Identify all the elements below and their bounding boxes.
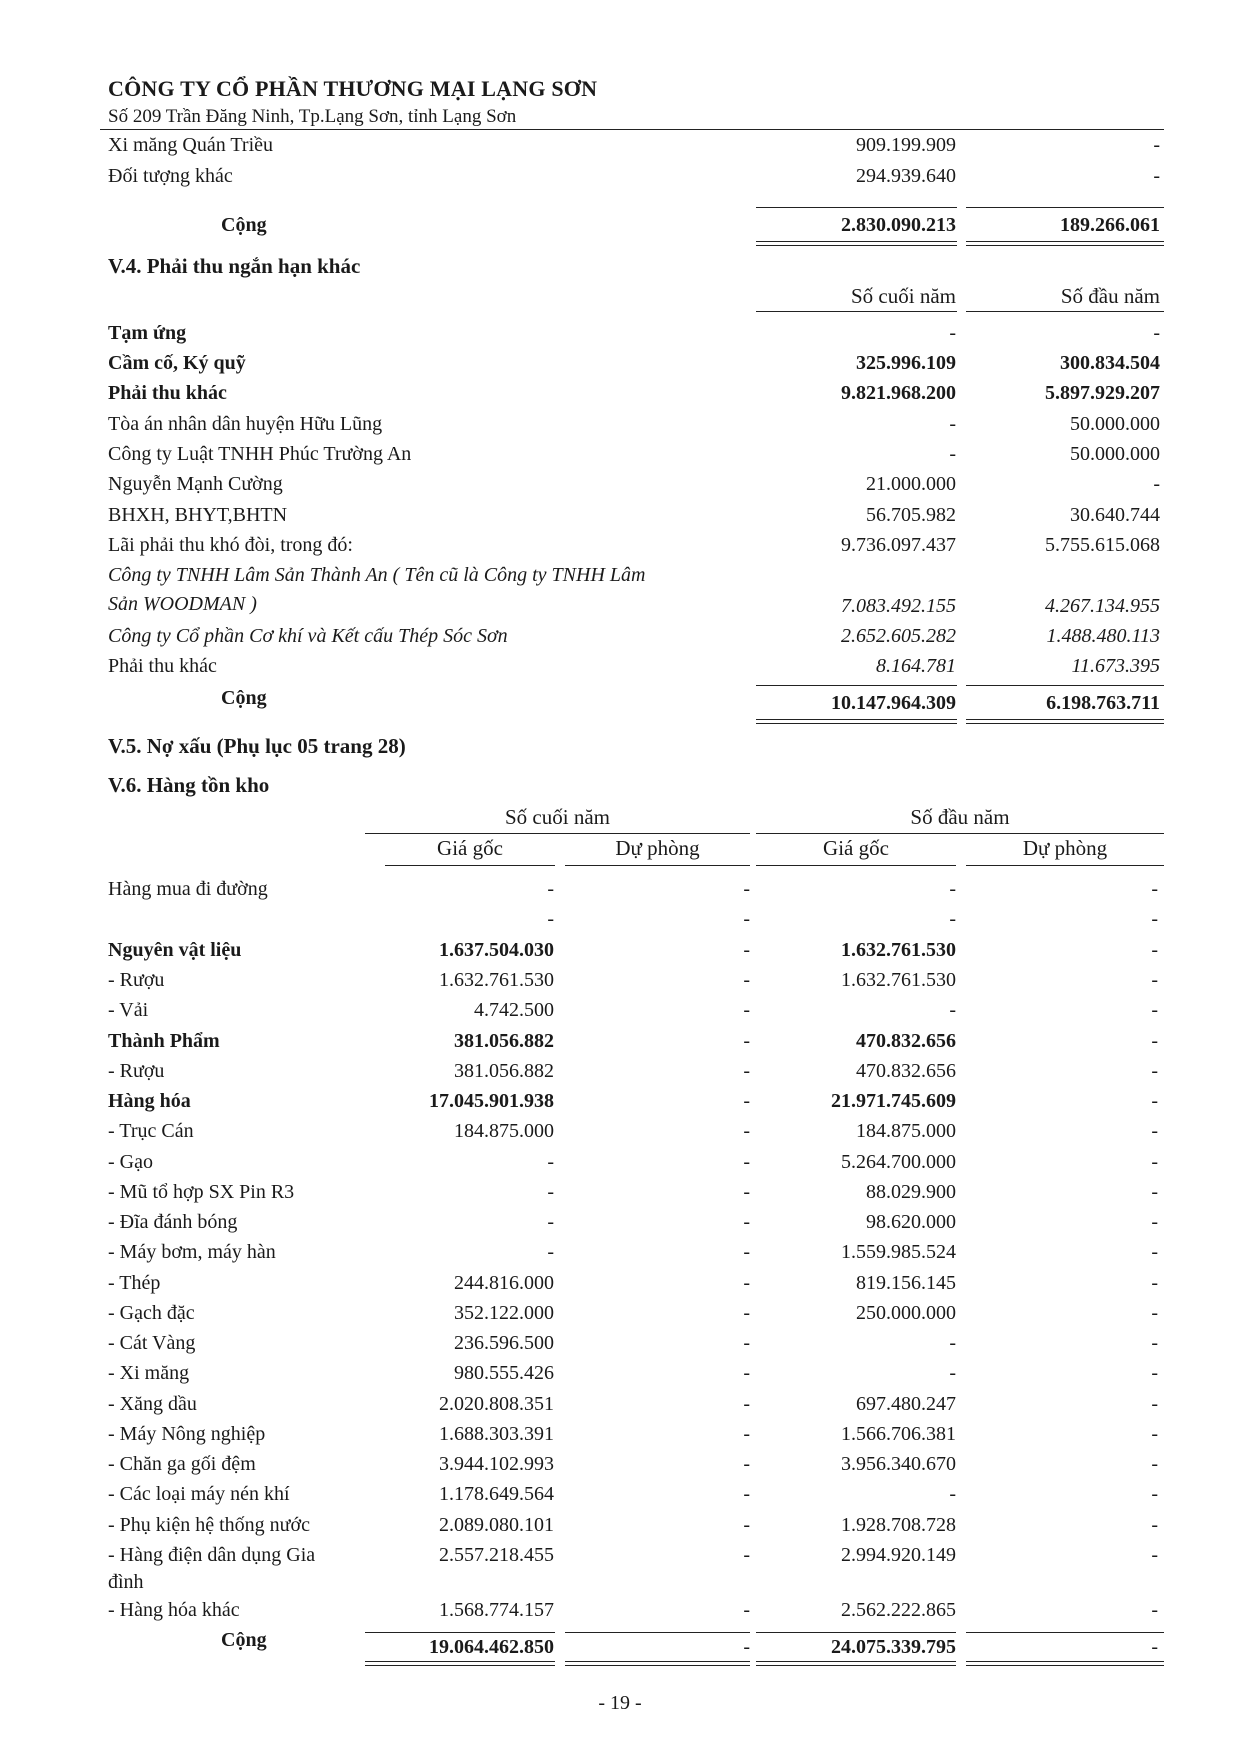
v3-row-end: 294.939.640	[856, 165, 956, 187]
v6-row-e-prov: -	[743, 1241, 750, 1263]
v6-row-label: - Thép	[108, 1272, 161, 1294]
v6-row-b-cost: -	[949, 1362, 956, 1384]
v6-row-b-prov: -	[1151, 969, 1158, 991]
v6-row-e-prov: -	[743, 1393, 750, 1415]
v6-row-e-prov: -	[743, 999, 750, 1021]
v6-row-e-prov: -	[743, 1362, 750, 1384]
v6-row-label: - Xăng dầu	[108, 1393, 197, 1415]
v4-row-label: Phải thu khác	[108, 655, 217, 677]
v6-row-e-cost: -	[547, 878, 554, 900]
v4-row-end: 2.652.605.282	[841, 625, 956, 647]
page-number: - 19 -	[598, 1692, 642, 1714]
v3-row-end: 909.199.909	[856, 134, 956, 156]
v6-row-b-prov: -	[1151, 1514, 1158, 1536]
v6-total-label: Cộng	[221, 1629, 267, 1651]
v6-row-e-prov: -	[743, 908, 750, 930]
v6-row-b-cost: 1.566.706.381	[841, 1423, 956, 1445]
v6-total-rule-bottom	[365, 1661, 555, 1666]
v3-total-label: Cộng	[221, 214, 267, 236]
v6-row-b-cost: 98.620.000	[866, 1211, 956, 1233]
v5-title: V.5. Nợ xấu (Phụ lục 05 trang 28)	[108, 734, 406, 758]
v4-total-rule-bottom	[756, 719, 957, 724]
v6-row-b-cost: -	[949, 999, 956, 1021]
v6-row-b-cost: -	[949, 908, 956, 930]
v6-row-label: - Các loại máy nén khí	[108, 1483, 290, 1505]
v6-row-e-cost: 980.555.426	[454, 1362, 554, 1384]
v4-row-end: 21.000.000	[866, 473, 956, 495]
v6-row-b-prov: -	[1151, 878, 1158, 900]
v6-row-e-prov: -	[743, 1030, 750, 1052]
v6-row-e-cost: 381.056.882	[454, 1060, 554, 1082]
company-address: Số 209 Trần Đăng Ninh, Tp.Lạng Sơn, tỉnh Lạng Sơn	[108, 106, 517, 127]
v6-row-b-cost: -	[949, 1332, 956, 1354]
v6-group-begin: Số đầu năm	[910, 805, 1010, 829]
v4-row-label: Công ty Cổ phần Cơ khí và Kết cấu Thép Sóc Sơn	[108, 625, 508, 647]
v4-total-begin: 6.198.763.711	[1046, 692, 1160, 714]
v6-row-b-prov: -	[1151, 1393, 1158, 1415]
v6-row-b-prov: -	[1151, 1211, 1158, 1233]
v6-row-b-prov: -	[1151, 1272, 1158, 1294]
v4-row-begin: 5.897.929.207	[1045, 382, 1160, 404]
v4-row-label: Phải thu khác	[108, 382, 227, 404]
v4-total-end: 10.147.964.309	[831, 692, 956, 714]
v6-row-b-prov: -	[1151, 1060, 1158, 1082]
v4-row-begin: -	[1153, 473, 1160, 495]
v6-row-e-cost: 381.056.882	[454, 1030, 554, 1052]
v6-row-e-prov: -	[743, 939, 750, 961]
v6-row-label: - Xi măng	[108, 1362, 190, 1384]
v6-row-b-prov: -	[1151, 1362, 1158, 1384]
v6-row-e-prov: -	[743, 1090, 750, 1112]
v6-sub-rule	[756, 865, 956, 866]
v4-row-label-cont: Sản WOODMAN )	[108, 593, 257, 615]
v6-row-label: - Chăn ga gối đệm	[108, 1453, 256, 1475]
v6-row-b-prov: -	[1151, 1151, 1158, 1173]
v4-row-begin: 1.488.480.113	[1046, 625, 1160, 647]
v4-row-begin: 50.000.000	[1070, 413, 1160, 435]
v6-row-b-prov: -	[1151, 939, 1158, 961]
v6-row-b-cost: 1.632.761.530	[841, 939, 956, 961]
v6-row-e-cost: 2.557.218.455	[439, 1544, 554, 1566]
v6-total-rule-top	[565, 1632, 750, 1633]
v3-row-label: Xi măng Quán Triều	[108, 134, 273, 156]
v6-row-label: - Gạo	[108, 1151, 153, 1173]
v6-row-e-prov: -	[743, 1211, 750, 1233]
v6-row-label: Thành Phẩm	[108, 1030, 220, 1052]
v6-row-e-prov: -	[743, 1599, 750, 1621]
v6-row-e-cost: 2.020.808.351	[439, 1393, 554, 1415]
v3-total-rule-bottom	[966, 241, 1164, 246]
v6-row-e-cost: 1.637.504.030	[439, 939, 554, 961]
v6-total-e-cost: 19.064.462.850	[429, 1636, 554, 1658]
v6-total-e-prov: -	[743, 1636, 750, 1658]
v6-row-b-cost: 250.000.000	[856, 1302, 956, 1324]
v6-row-label: - Cát Vàng	[108, 1332, 196, 1354]
v6-row-e-cost: 352.122.000	[454, 1302, 554, 1324]
v6-sub-cost-end: Giá gốc	[437, 836, 503, 860]
v6-row-label: Nguyên vật liệu	[108, 939, 242, 961]
v6-total-rule-top	[966, 1632, 1164, 1633]
v4-row-end: 56.705.982	[866, 504, 956, 526]
v6-row-e-cost: 17.045.901.938	[429, 1090, 554, 1112]
v6-row-e-cost: -	[547, 1181, 554, 1203]
v6-total-rule-top	[756, 1632, 956, 1633]
v6-row-b-cost: 2.562.222.865	[841, 1599, 956, 1621]
v6-row-label: - Gạch đặc	[108, 1302, 195, 1324]
v3-total-begin: 189.266.061	[1060, 214, 1160, 236]
v6-row-label: - Phụ kiện hệ thống nước	[108, 1514, 310, 1536]
v6-row-e-cost: 236.596.500	[454, 1332, 554, 1354]
v6-row-e-prov: -	[743, 1453, 750, 1475]
v3-row-begin: -	[1153, 134, 1160, 156]
v4-row-end: 9.736.097.437	[841, 534, 956, 556]
v6-row-e-prov: -	[743, 1272, 750, 1294]
v4-row-label: Tạm ứng	[108, 322, 187, 344]
v6-row-b-cost: 1.559.985.524	[841, 1241, 956, 1263]
v6-row-label: Hàng hóa	[108, 1090, 191, 1112]
v6-row-label: - Rượu	[108, 969, 165, 991]
v6-title: V.6. Hàng tồn kho	[108, 773, 270, 797]
v6-row-e-cost: 1.688.303.391	[439, 1423, 554, 1445]
v6-row-e-prov: -	[743, 969, 750, 991]
v6-row-b-cost: 470.832.656	[856, 1030, 956, 1052]
v6-row-label: - Máy Nông nghiệp	[108, 1423, 266, 1445]
v6-row-label: Hàng mua đi đường	[108, 878, 268, 900]
v6-row-label: - Hàng hóa khác	[108, 1599, 240, 1621]
v4-total-rule-top	[966, 685, 1164, 686]
v6-row-e-prov: -	[743, 1544, 750, 1566]
v4-row-begin: 11.673.395	[1071, 655, 1160, 677]
v6-row-e-prov: -	[743, 1151, 750, 1173]
header-rule	[100, 129, 1164, 130]
v6-row-label: - Trục Cán	[108, 1120, 194, 1142]
v6-sub-prov-end: Dự phòng	[615, 836, 700, 860]
v6-sub-rule	[565, 865, 750, 866]
v6-row-label: - Hàng điện dân dụng Gia	[108, 1544, 316, 1566]
v6-row-b-cost: 3.956.340.670	[841, 1453, 956, 1475]
v6-row-b-cost: 21.971.745.609	[831, 1090, 956, 1112]
v4-row-label: Nguyễn Mạnh Cường	[108, 473, 283, 495]
v6-row-label: - Vải	[108, 999, 149, 1021]
v6-row-b-cost: 184.875.000	[856, 1120, 956, 1142]
v6-row-b-prov: -	[1151, 999, 1158, 1021]
v6-sub-cost-begin: Giá gốc	[823, 836, 889, 860]
v4-row-label: BHXH, BHYT,BHTN	[108, 504, 288, 526]
v4-row-end: 325.996.109	[856, 352, 956, 374]
v6-row-e-cost: 1.632.761.530	[439, 969, 554, 991]
v6-row-b-prov: -	[1151, 1181, 1158, 1203]
v6-row-e-prov: -	[743, 1302, 750, 1324]
v4-title: V.4. Phải thu ngắn hạn khác	[108, 254, 361, 278]
v6-row-e-cost: 184.875.000	[454, 1120, 554, 1142]
v4-col-end: Số cuối năm	[851, 284, 956, 308]
v6-row-b-cost: 1.928.708.728	[841, 1514, 956, 1536]
v6-total-rule-bottom	[565, 1661, 750, 1666]
v4-row-label: Công ty Luật TNHH Phúc Trường An	[108, 443, 412, 465]
v6-group-rule	[365, 833, 750, 834]
v4-row-begin: 5.755.615.068	[1045, 534, 1160, 556]
v6-row-b-cost: -	[949, 1483, 956, 1505]
v6-row-b-cost: 1.632.761.530	[841, 969, 956, 991]
v6-sub-rule	[966, 865, 1164, 866]
v6-group-end: Số cuối năm	[505, 805, 610, 829]
v6-row-e-prov: -	[743, 1181, 750, 1203]
v6-row-label: - Mũ tổ hợp SX Pin R3	[108, 1181, 295, 1203]
v4-row-label: Công ty TNHH Lâm Sản Thành An ( Tên cũ là Công ty TNHH Lâm	[108, 564, 646, 586]
v4-row-end: -	[949, 413, 956, 435]
v4-row-begin: 30.640.744	[1070, 504, 1160, 526]
v6-row-e-cost: 244.816.000	[454, 1272, 554, 1294]
v6-row-label: - Máy bơm, máy hàn	[108, 1241, 276, 1263]
v6-row-b-prov: -	[1151, 1483, 1158, 1505]
v6-row-b-prov: -	[1151, 1241, 1158, 1263]
v6-row-e-prov: -	[743, 1514, 750, 1536]
v6-total-b-cost: 24.075.339.795	[831, 1636, 956, 1658]
v6-row-e-prov: -	[743, 1423, 750, 1445]
v4-row-label: Tòa án nhân dân huyện Hữu Lũng	[108, 413, 383, 435]
v4-col-begin: Số đầu năm	[1060, 284, 1160, 308]
v4-row-begin: 4.267.134.955	[1045, 595, 1160, 617]
company-name: CÔNG TY CỔ PHẦN THƯƠNG MẠI LẠNG SƠN	[108, 76, 598, 101]
v4-total-rule-top	[756, 685, 957, 686]
v4-total-label: Cộng	[221, 687, 267, 709]
v4-row-end: 8.164.781	[876, 655, 956, 677]
v4-row-end: -	[949, 322, 956, 344]
v6-row-b-cost: 819.156.145	[856, 1272, 956, 1294]
v6-row-b-prov: -	[1151, 1453, 1158, 1475]
v4-row-end: -	[949, 443, 956, 465]
v4-row-end: 7.083.492.155	[841, 595, 956, 617]
v3-row-label: Đối tượng khác	[108, 165, 233, 187]
v6-sub-prov-begin: Dự phòng	[1022, 836, 1108, 860]
v6-row-b-cost: -	[949, 878, 956, 900]
v6-row-e-cost: -	[547, 1211, 554, 1233]
v6-row-e-cost: 2.089.080.101	[439, 1514, 554, 1536]
v6-total-rule-bottom	[966, 1661, 1164, 1666]
v6-row-label: - Đĩa đánh bóng	[108, 1211, 238, 1233]
v4-row-end: 9.821.968.200	[841, 382, 956, 404]
v4-row-label: Cầm cố, Ký quỹ	[108, 352, 246, 374]
v6-row-b-cost: 470.832.656	[856, 1060, 956, 1082]
v6-row-e-prov: -	[743, 1060, 750, 1082]
v6-row-b-prov: -	[1151, 908, 1158, 930]
v6-row-b-prov: -	[1151, 1030, 1158, 1052]
v6-row-e-cost: 1.178.649.564	[439, 1483, 554, 1505]
v6-row-e-cost: -	[547, 908, 554, 930]
v3-total-rule-top	[966, 207, 1164, 208]
v6-row-b-prov: -	[1151, 1090, 1158, 1112]
v6-row-e-prov: -	[743, 1483, 750, 1505]
v6-row-b-prov: -	[1151, 1332, 1158, 1354]
v6-sub-rule	[385, 865, 555, 866]
v4-total-rule-bottom	[966, 719, 1164, 724]
v3-total-end: 2.830.090.213	[841, 214, 956, 236]
v6-row-b-prov: -	[1151, 1544, 1158, 1566]
v6-row-label: - Rượu	[108, 1060, 165, 1082]
v6-row-b-prov: -	[1151, 1599, 1158, 1621]
v4-row-label: Lãi phải thu khó đòi, trong đó:	[108, 534, 353, 556]
v6-row-label-cont: đình	[108, 1571, 144, 1593]
v6-row-e-prov: -	[743, 1120, 750, 1142]
v6-row-e-cost: -	[547, 1241, 554, 1263]
v4-col-rule	[756, 311, 957, 312]
v6-row-e-cost: 3.944.102.993	[439, 1453, 554, 1475]
v4-col-rule	[966, 311, 1164, 312]
v6-row-b-prov: -	[1151, 1120, 1158, 1142]
v6-group-rule	[756, 833, 1164, 834]
v6-row-e-prov: -	[743, 1332, 750, 1354]
v6-total-rule-bottom	[756, 1661, 956, 1666]
v3-total-rule-top	[756, 207, 957, 208]
v6-row-b-cost: 697.480.247	[856, 1393, 956, 1415]
v3-total-rule-bottom	[756, 241, 957, 246]
v4-row-begin: 50.000.000	[1070, 443, 1160, 465]
v6-row-e-cost: -	[547, 1151, 554, 1173]
v6-row-e-cost: 1.568.774.157	[439, 1599, 554, 1621]
v6-row-b-cost: 2.994.920.149	[841, 1544, 956, 1566]
v4-row-begin: 300.834.504	[1060, 352, 1160, 374]
v6-row-b-prov: -	[1151, 1302, 1158, 1324]
v6-total-rule-top	[365, 1632, 555, 1633]
v6-row-e-cost: 4.742.500	[474, 999, 554, 1021]
v4-row-begin: -	[1153, 322, 1160, 344]
v6-row-b-prov: -	[1151, 1423, 1158, 1445]
v6-row-b-cost: 5.264.700.000	[841, 1151, 956, 1173]
v6-row-b-cost: 88.029.900	[866, 1181, 956, 1203]
v3-row-begin: -	[1153, 165, 1160, 187]
v6-row-e-prov: -	[743, 878, 750, 900]
v6-total-b-prov: -	[1151, 1636, 1158, 1658]
